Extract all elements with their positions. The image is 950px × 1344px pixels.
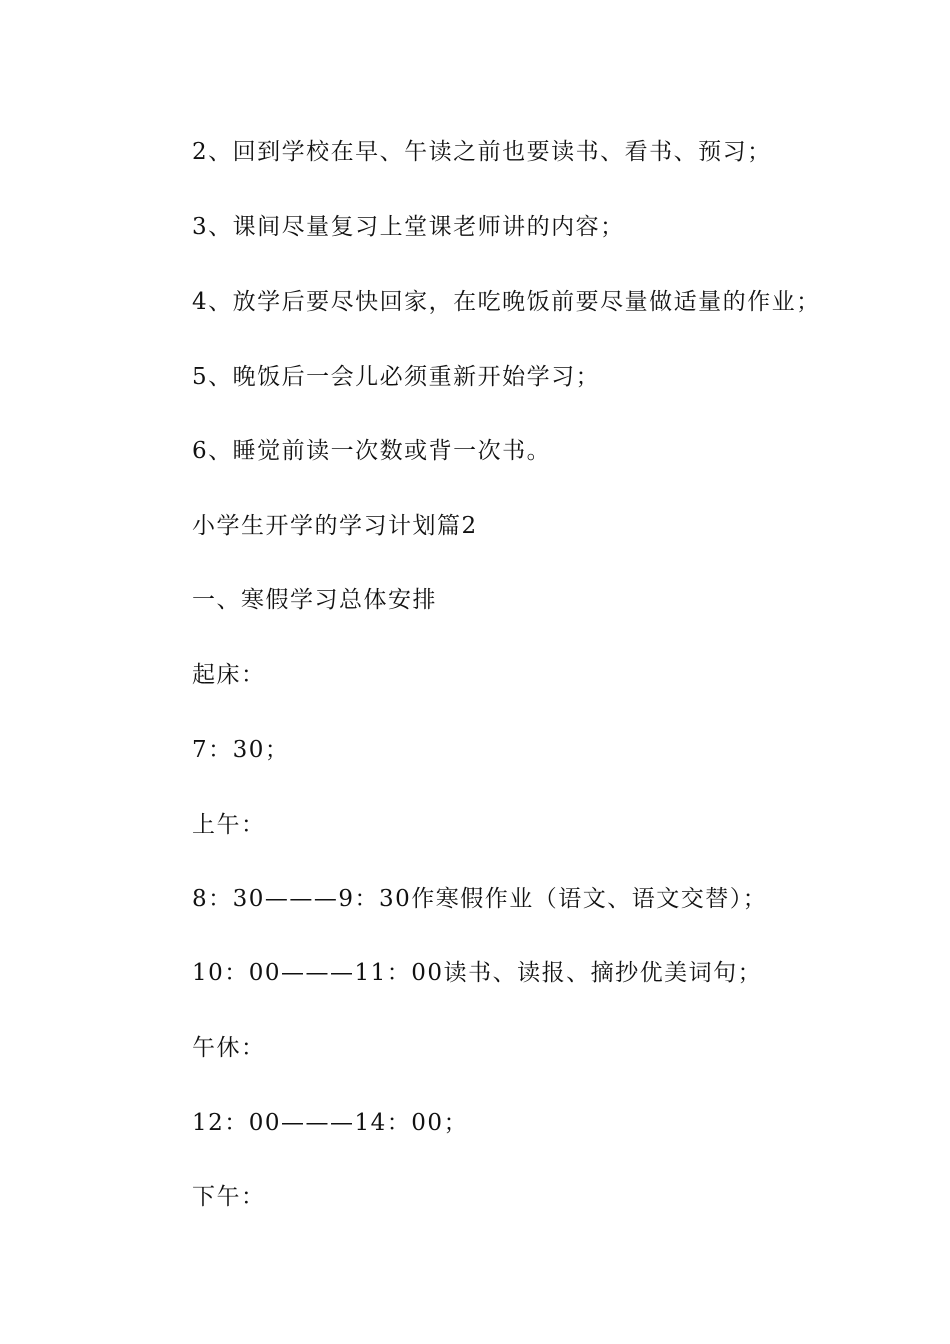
subsection-heading: 一、寒假学习总体安排 — [192, 587, 437, 613]
text-line: 2、回到学校在早、午读之前也要读书、看书、预习； — [192, 139, 772, 165]
text-line: 4、放学后要尽快回家，在吃晚饭前要尽量做适量的作业； — [192, 289, 821, 315]
text-line: 5、晚饭后一会儿必须重新开始学习； — [192, 364, 601, 390]
text-line: 下午： — [192, 1184, 266, 1210]
text-line: 3、课间尽量复习上堂课老师讲的内容； — [192, 214, 625, 240]
text-line: 8：30———9：30作寒假作业（语文、语文交替）； — [192, 886, 768, 912]
text-line: 7：30； — [192, 737, 290, 763]
text-line: 6、睡觉前读一次数或背一次书。 — [192, 438, 552, 464]
text-line: 起床： — [192, 662, 266, 688]
text-line: 上午： — [192, 812, 266, 838]
text-line: 10：00———11：00读书、读报、摘抄优美词句； — [192, 960, 763, 986]
section-heading: 小学生开学的学习计划篇2 — [192, 513, 478, 539]
text-line: 12：00———14：00； — [192, 1110, 469, 1136]
text-line: 午休： — [192, 1035, 266, 1061]
